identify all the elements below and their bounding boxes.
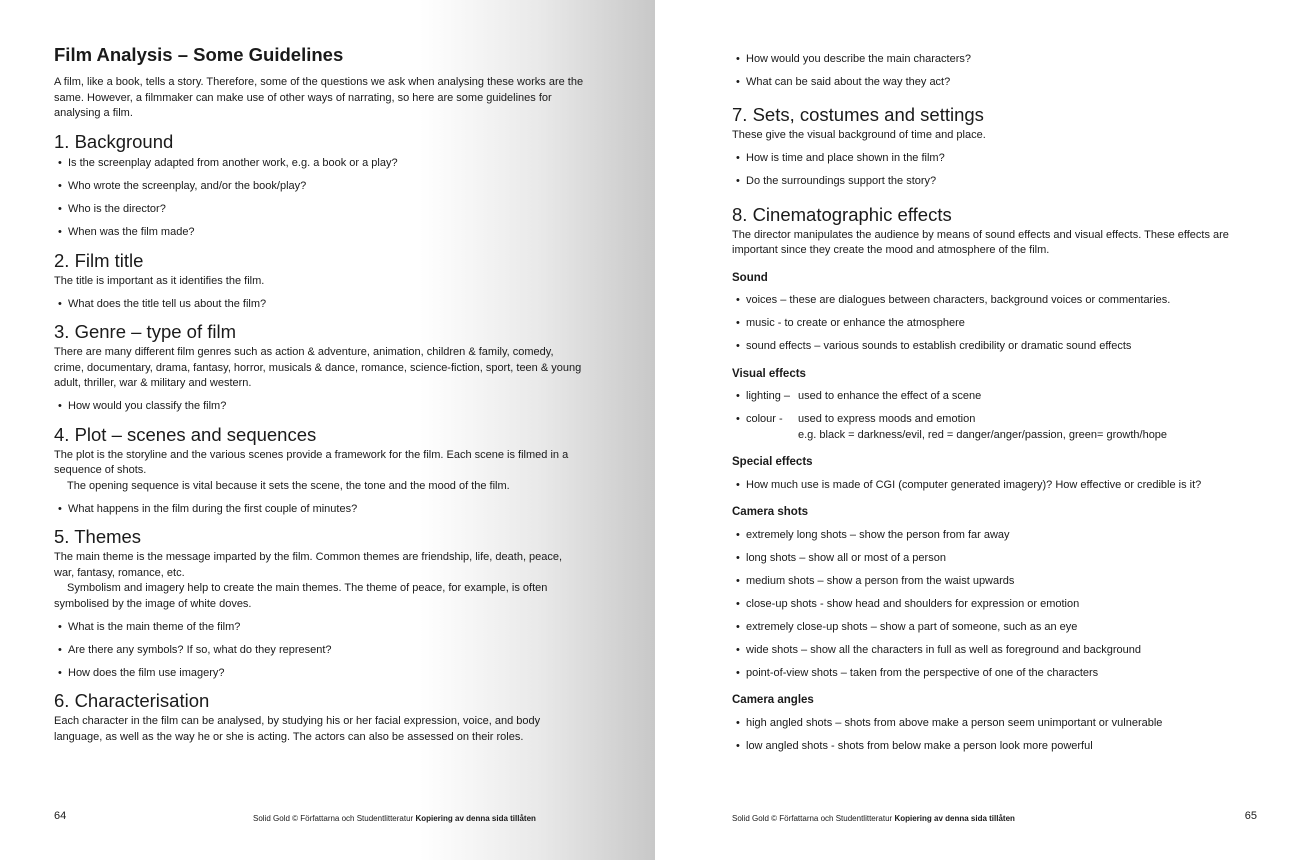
section-text: These give the visual background of time and place. bbox=[732, 129, 986, 141]
page-number: 65 bbox=[1244, 810, 1257, 822]
section-genre bbox=[54, 321, 584, 415]
bullet-list bbox=[732, 389, 1257, 443]
bullet-list bbox=[732, 293, 1257, 355]
footer-bold-text: Kopiering av denna sida tillåten bbox=[894, 814, 1015, 823]
right-page bbox=[655, 0, 1310, 860]
section-heading: 7. Sets, costumes and settings bbox=[732, 104, 984, 125]
bullet-list bbox=[732, 151, 1257, 190]
document-title: Film Analysis – Some Guidelines bbox=[54, 44, 344, 65]
list-item: • low angled shots - shots from below make a person look more powerful bbox=[732, 739, 1257, 755]
list-item: • Who wrote the screenplay, and/or the book/play? bbox=[54, 179, 584, 195]
section-heading: 6. Characterisation bbox=[54, 690, 210, 711]
list-item: • How does the film use imagery? bbox=[54, 666, 584, 682]
list-item: • How much use is made of CGI (computer generated imagery)? How effective or credible is it? bbox=[732, 478, 1257, 494]
section-heading: 3. Genre – type of film bbox=[54, 321, 237, 342]
list-item: • point-of-view shots – taken from the perspective of one of the characters bbox=[732, 666, 1257, 682]
term: • colour - bbox=[746, 413, 783, 425]
subsection-heading: Visual effects bbox=[732, 367, 806, 380]
subsection-heading: Sound bbox=[732, 271, 768, 284]
right-column bbox=[732, 50, 1257, 754]
list-item: • When was the film made? bbox=[54, 225, 584, 241]
colour-example: e.g. black = darkness/evil, red = danger/anger/passion, green= growth/hope bbox=[798, 428, 1168, 441]
list-item: • What does the title tell us about the film? bbox=[54, 297, 584, 313]
list-item: • wide shots – show all the characters in full as well as foreground and background bbox=[732, 643, 1257, 659]
section-text: The main theme is the message imparted by the film. Common themes are friendship, life, death, peace, war, fantasy, romance, etc. bbox=[54, 551, 563, 579]
section-text: Each character in the film can be analysed, by studying his or her facial expression, voice, and body language, as well as the way he or she is acting. The actors can also be assessed on their roles. bbox=[54, 715, 541, 743]
intro-paragraph: A film, like a book, tells a story. Therefore, some of the questions we ask when analysing these works are the same. However, a filmmaker can make use of other ways of narrating, so here are some guidelines for analysing a film. bbox=[54, 76, 584, 119]
section-text-2: The opening sequence is vital because it sets the scene, the tone and the mood of the film. bbox=[67, 479, 510, 492]
list-item: • What is the main theme of the film? bbox=[54, 620, 584, 636]
section-text: There are many different film genres such as action & adventure, animation, children & family, comedy, crime, documentary, drama, fantasy, horror, musicals & dance, romance, science-fiction, sport, teen & young adult, thriller, war & military and western. bbox=[54, 346, 582, 389]
list-item: • close-up shots - show head and shoulders for expression or emotion bbox=[732, 597, 1257, 613]
page-number: 64 bbox=[54, 810, 67, 822]
section-text-2: Symbolism and imagery help to create the main themes. The theme of peace, for example, is often symbolised by the image of white doves. bbox=[54, 582, 548, 610]
list-item: • high angled shots – shots from above make a person seem unimportant or vulnerable bbox=[732, 716, 1257, 732]
section-film-title bbox=[54, 250, 584, 313]
footer-text: Solid Gold © Författarna och Studentlitteratur bbox=[732, 814, 893, 823]
subsection-sound bbox=[732, 271, 1257, 355]
section-characterisation bbox=[54, 690, 584, 745]
subsection-heading: Camera shots bbox=[732, 506, 809, 518]
bullet-list bbox=[54, 502, 584, 518]
list-item: • extremely long shots – show the person from far away bbox=[732, 528, 1257, 544]
bullet-list bbox=[54, 156, 584, 241]
list-item: • extremely close-up shots – show a part of someone, such as an eye bbox=[732, 620, 1257, 636]
list-item: • Are there any symbols? If so, what do they represent? bbox=[54, 643, 584, 659]
term-description: used to enhance the effect of a scene bbox=[798, 390, 982, 402]
list-item: • medium shots – show a person from the waist upwards bbox=[732, 574, 1257, 590]
list-item: • Who is the director? bbox=[54, 202, 584, 218]
subsection-visual-effects bbox=[732, 367, 1257, 444]
bullet-list bbox=[732, 716, 1257, 755]
bullet-list bbox=[732, 478, 1257, 494]
footer-bold-text: Kopiering av denna sida tillåten bbox=[415, 814, 536, 823]
list-item: • sound effects – various sounds to establish credibility or dramatic sound effects bbox=[732, 339, 1257, 355]
bullet-list bbox=[732, 52, 1257, 91]
list-item: • Is the screenplay adapted from another work, e.g. a book or a play? bbox=[54, 156, 584, 172]
bullet-list bbox=[54, 399, 584, 415]
section-plot bbox=[54, 424, 584, 518]
list-item: • How is time and place shown in the film? bbox=[732, 151, 1257, 167]
list-item: • long shots – show all or most of a person bbox=[732, 551, 1257, 567]
list-item: • What can be said about the way they act? bbox=[732, 75, 1257, 91]
list-item: • voices – these are dialogues between characters, background voices or commentaries. bbox=[732, 293, 1257, 309]
section-cinematographic bbox=[732, 204, 1257, 259]
subsection-camera-angles bbox=[732, 693, 1257, 754]
bullet-list bbox=[54, 297, 584, 313]
subsection-heading: Special effects bbox=[732, 456, 813, 468]
section-heading: 1. Background bbox=[54, 130, 174, 152]
list-item: • What happens in the film during the first couple of minutes? bbox=[54, 502, 584, 518]
section-text: The plot is the storyline and the various scenes provide a framework for the film. Each scene is filmed in a sequence of shots. bbox=[54, 448, 569, 476]
section-heading: 8. Cinematographic effects bbox=[732, 203, 952, 225]
bullet-list bbox=[54, 620, 584, 682]
section-heading: 5. Themes bbox=[54, 526, 142, 547]
list-item: • Do the surroundings support the story? bbox=[732, 174, 1257, 190]
copyright-footer bbox=[253, 814, 536, 823]
bullet-list bbox=[732, 528, 1257, 682]
section-background bbox=[54, 131, 584, 241]
section-heading: 4. Plot – scenes and sequences bbox=[54, 423, 317, 445]
section-sets bbox=[732, 104, 1257, 190]
list-item: • How would you describe the main characters? bbox=[732, 52, 1257, 68]
section-heading: 2. Film title bbox=[54, 249, 144, 271]
list-item bbox=[732, 389, 1257, 405]
section-text: The title is important as it identifies the film. bbox=[54, 274, 265, 287]
subsection-heading: Camera angles bbox=[732, 694, 814, 706]
list-item: • How would you classify the film? bbox=[54, 399, 584, 415]
list-item: • music - to create or enhance the atmosphere bbox=[732, 316, 1257, 332]
section-themes bbox=[54, 526, 584, 681]
list-item bbox=[732, 412, 1257, 443]
footer-text: Solid Gold © Författarna och Studentlitteratur bbox=[253, 814, 414, 823]
term: • lighting – bbox=[746, 390, 791, 402]
term-row bbox=[746, 389, 1257, 405]
subsection-special-effects bbox=[732, 455, 1257, 493]
left-column bbox=[54, 44, 584, 745]
copyright-footer bbox=[732, 814, 1015, 823]
term-row bbox=[746, 412, 1257, 428]
subsection-camera-shots bbox=[732, 505, 1257, 681]
term-description: used to express moods and emotion bbox=[798, 413, 976, 425]
section-text: The director manipulates the audience by means of sound effects and visual effects. These effects are important since they create the mood and atmosphere of the film. bbox=[732, 228, 1229, 256]
